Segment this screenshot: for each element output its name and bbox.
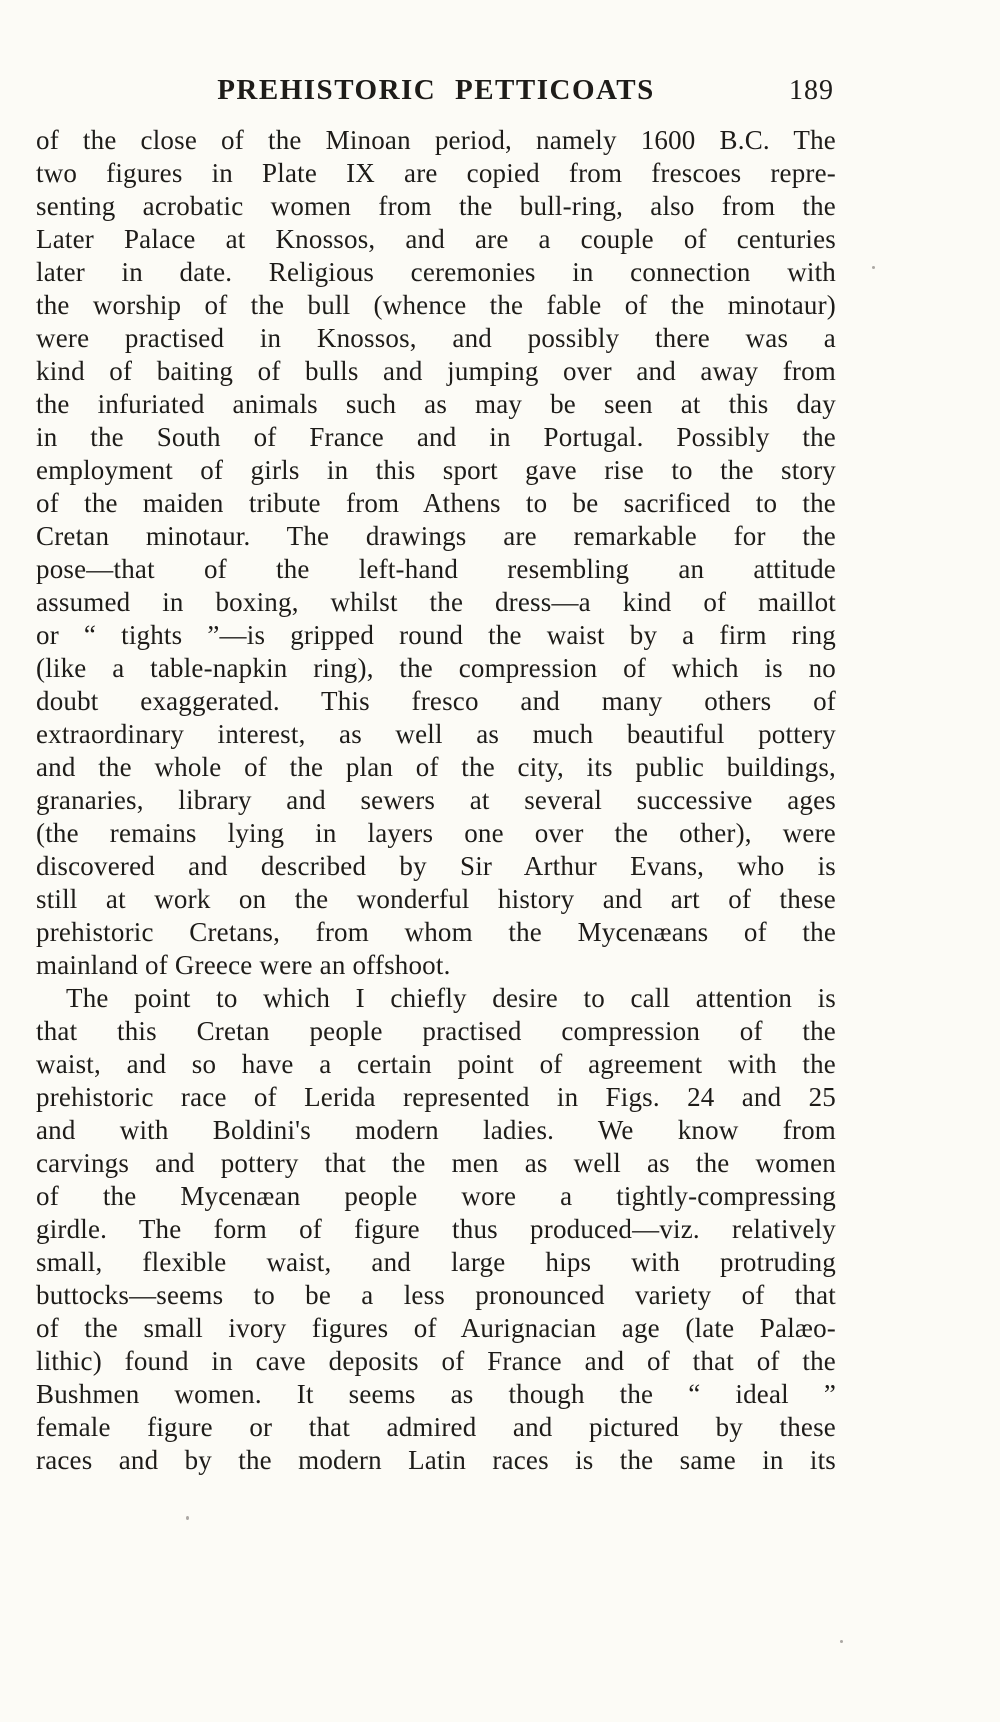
text-line: of the small ivory figures of Aurignacian age (late Palæo- — [36, 1313, 836, 1343]
text-line: of the Mycenæan people wore a tightly-compressing — [36, 1181, 836, 1211]
text-line: carvings and pottery that the men as well as the women — [36, 1148, 836, 1178]
text-line: granaries, library and sewers at several successive ages — [36, 785, 836, 815]
text-line: that this Cretan people practised compression of the — [36, 1016, 836, 1046]
paragraph — [36, 124, 836, 982]
text-line: Later Palace at Knossos, and are a couple of centuries — [36, 224, 836, 254]
text-line: the infuriated animals such as may be seen at this day — [36, 389, 836, 419]
text-line: the worship of the bull (whence the fable of the minotaur) — [36, 290, 836, 320]
text-line: (the remains lying in layers one over the other), were — [36, 818, 836, 848]
text-line: discovered and described by Sir Arthur Evans, who is — [36, 851, 836, 881]
text-line: prehistoric race of Lerida represented in Figs. 24 and 25 — [36, 1082, 836, 1112]
text-line: assumed in boxing, whilst the dress—a kind of maillot — [36, 587, 836, 617]
scan-speck — [872, 266, 875, 269]
text-line: kind of baiting of bulls and jumping over and away from — [36, 356, 836, 386]
scan-speck — [840, 1640, 843, 1643]
text-line: small, flexible waist, and large hips with protruding — [36, 1247, 836, 1277]
text-line: Bushmen women. It seems as though the “ ideal ” — [36, 1379, 836, 1409]
text-line: extraordinary interest, as well as much beautiful pottery — [36, 719, 836, 749]
text-line: or “ tights ”—is gripped round the waist by a firm ring — [36, 620, 836, 650]
scan-speck — [186, 1516, 189, 1520]
text-line: waist, and so have a certain point of agreement with the — [36, 1049, 836, 1079]
text-line: pose—that of the left-hand resembling an attitude — [36, 554, 836, 584]
text-line: female figure or that admired and pictured by these — [36, 1412, 836, 1442]
text-line: senting acrobatic women from the bull-ring, also from the — [36, 191, 836, 221]
text-line: Cretan minotaur. The drawings are remarkable for the — [36, 521, 836, 551]
text-line: employment of girls in this sport gave rise to the story — [36, 455, 836, 485]
text-line: were practised in Knossos, and possibly there was a — [36, 323, 836, 353]
text-line: mainland of Greece were an offshoot. — [36, 950, 451, 980]
text-line: still at work on the wonderful history and art of these — [36, 884, 836, 914]
text-line: and the whole of the plan of the city, its public buildings, — [36, 752, 836, 782]
paragraph — [36, 982, 836, 1477]
page-body — [36, 124, 836, 1477]
page-number: 189 — [789, 75, 834, 106]
text-line: in the South of France and in Portugal. Possibly the — [36, 422, 836, 452]
text-line: doubt exaggerated. This fresco and many others of — [36, 686, 836, 716]
text-line: of the maiden tribute from Athens to be sacrificed to the — [36, 488, 836, 518]
running-title: PREHISTORIC PETTICOATS — [217, 74, 655, 106]
text-line: The point to which I chiefly desire to call attention is — [66, 983, 836, 1013]
text-line: races and by the modern Latin races is the same in its — [36, 1445, 836, 1475]
text-line: lithic) found in cave deposits of France and of that of the — [36, 1346, 836, 1376]
text-line: prehistoric Cretans, from whom the Mycenæans of the — [36, 917, 836, 947]
text-line: buttocks—seems to be a less pronounced variety of that — [36, 1280, 836, 1310]
text-line: and with Boldini's modern ladies. We know from — [36, 1115, 836, 1145]
text-line: two figures in Plate IX are copied from frescoes repre- — [36, 158, 836, 188]
text-line: girdle. The form of figure thus produced—viz. relatively — [36, 1214, 836, 1244]
text-line: of the close of the Minoan period, namely 1600 B.C. The — [36, 125, 836, 155]
text-line: (like a table-napkin ring), the compression of which is no — [36, 653, 836, 683]
text-line: later in date. Religious ceremonies in connection with — [36, 257, 836, 287]
page-header — [36, 74, 836, 114]
